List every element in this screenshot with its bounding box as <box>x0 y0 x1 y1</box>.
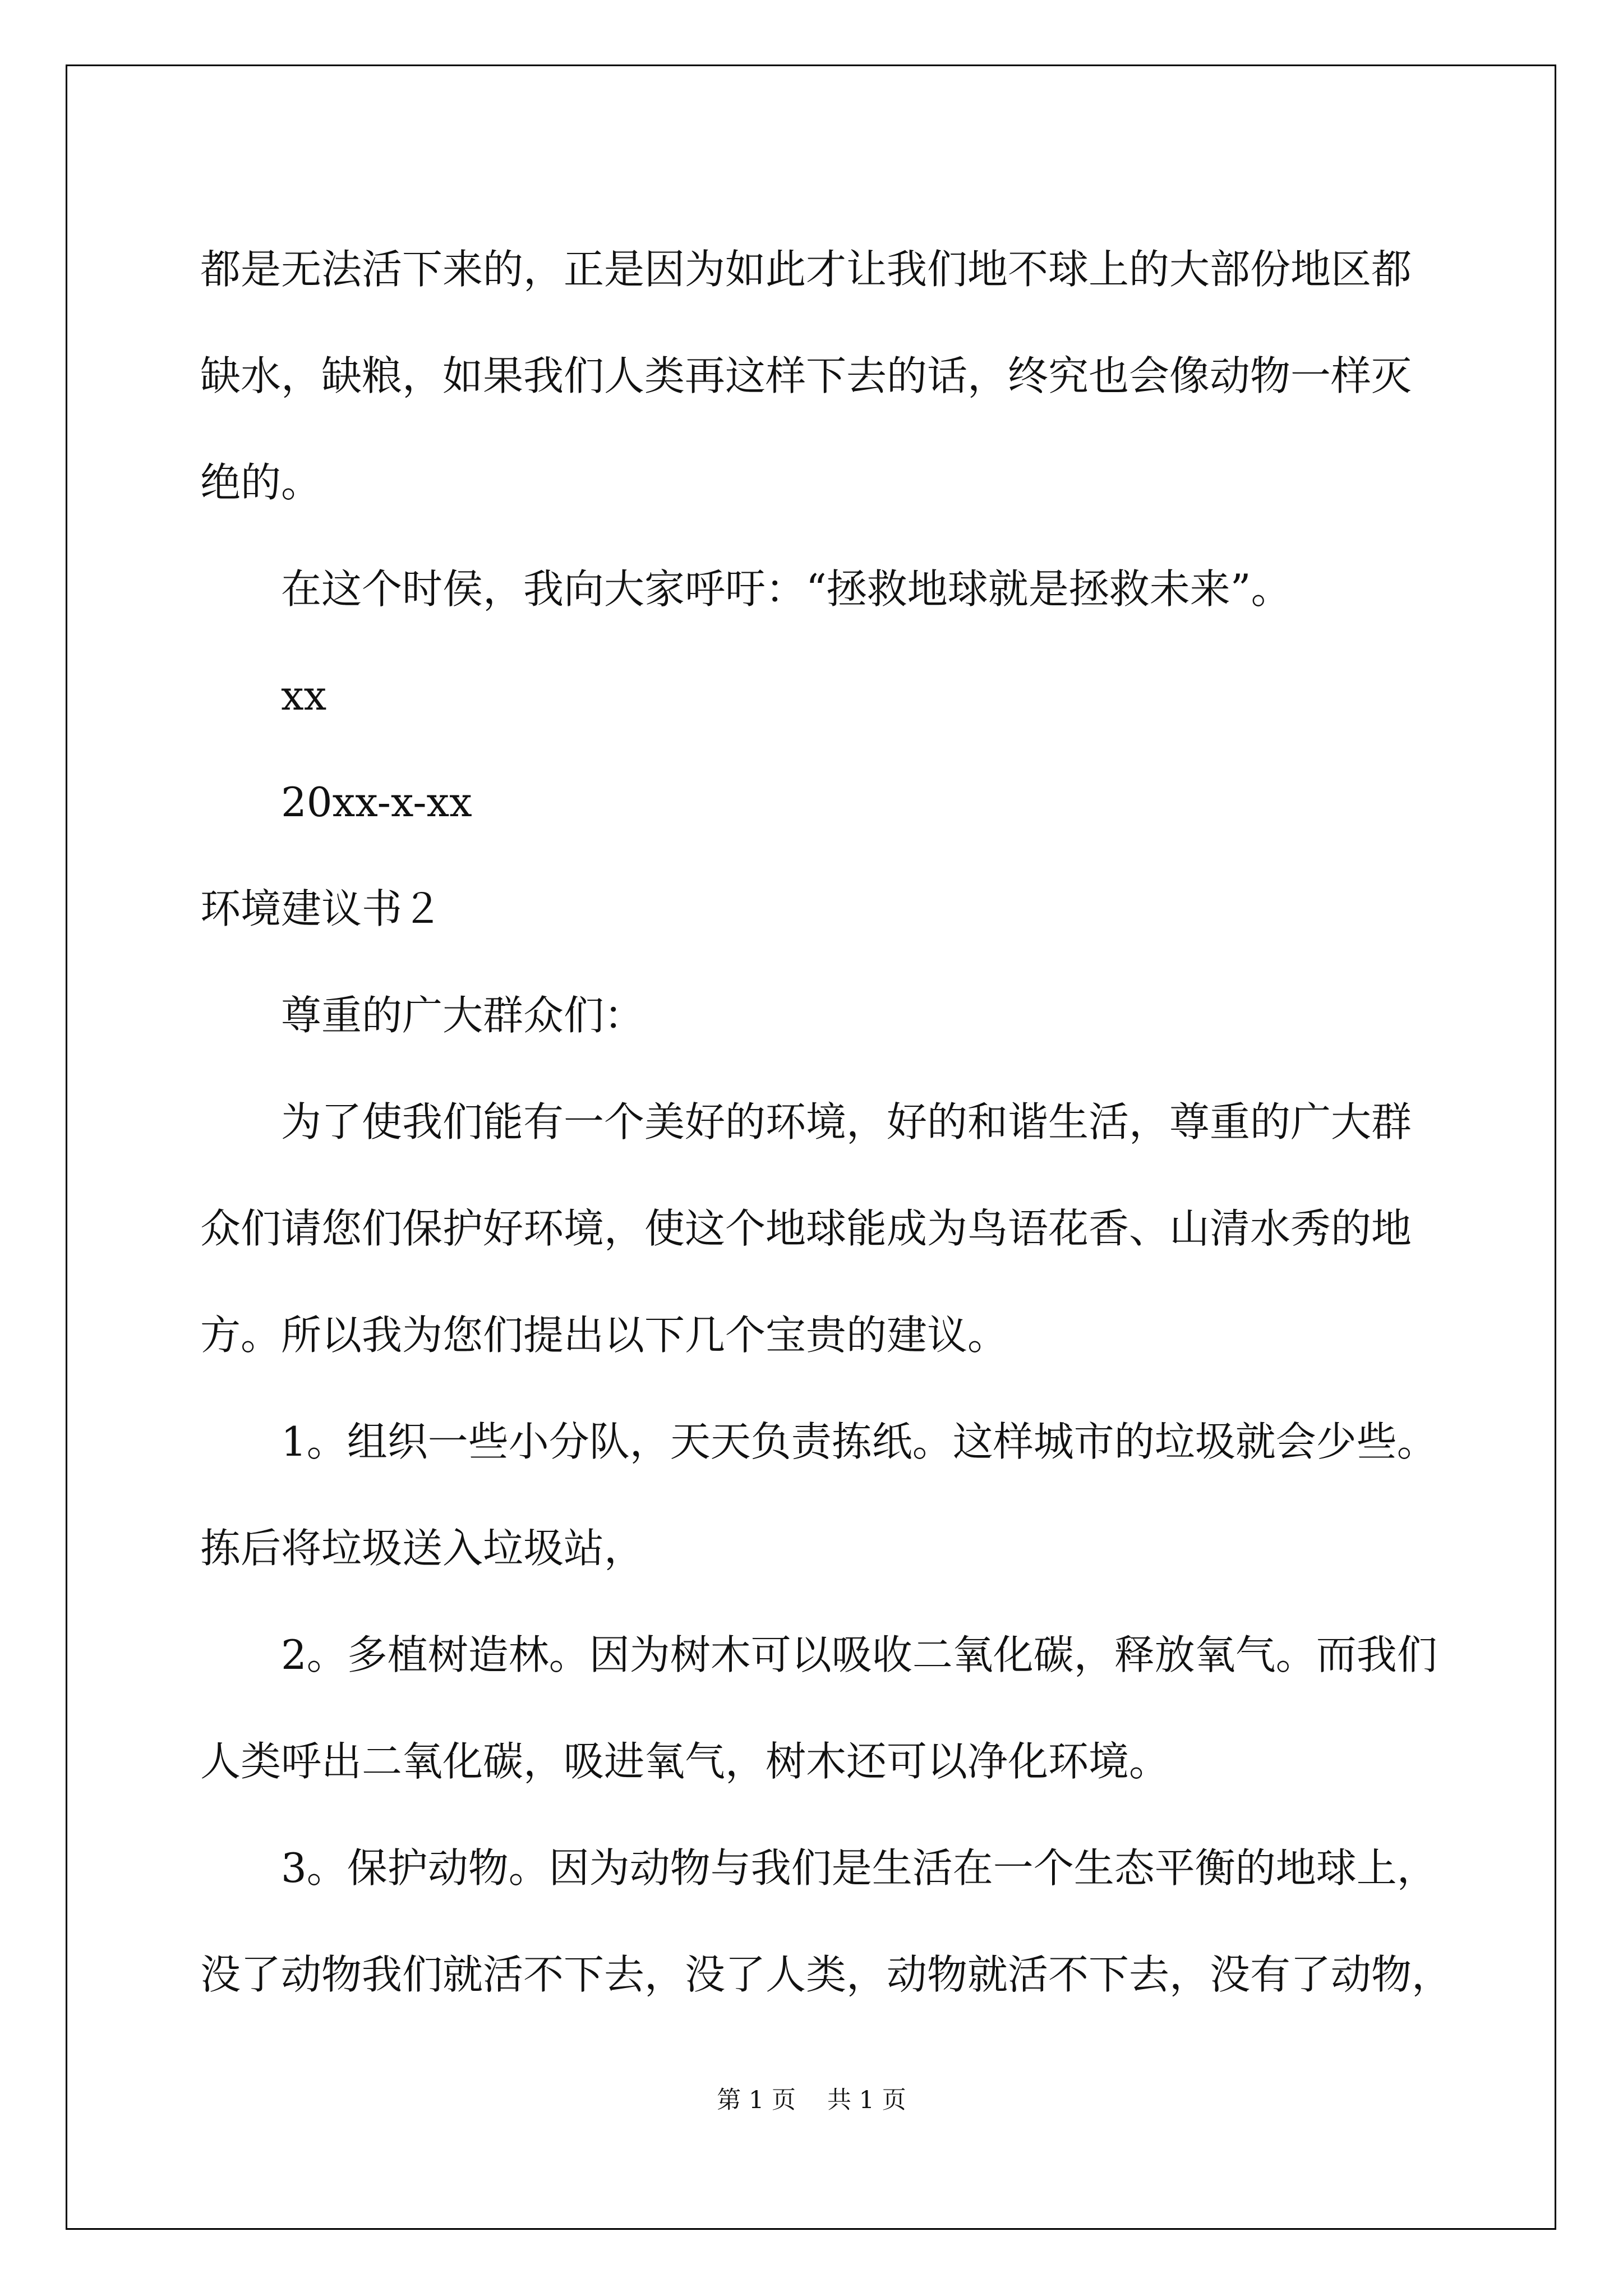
salutation: 尊重的广大群众们： <box>281 992 645 1039</box>
paragraph-line: 没了动物我们就活不下去，没了人类，动物就活不下去，没有了动物， <box>200 1951 1453 1998</box>
list-item-3: 3。保护动物。因为动物与我们是生活在一个生态平衡的地球上， <box>281 1844 1437 1892</box>
paragraph-line: 方。所以我为您们提出以下几个宝贵的建议。 <box>200 1312 1008 1359</box>
page-footer <box>0 2083 1623 2117</box>
paragraph-line: 在这个时侯，我向大家呼吁：“拯救地球就是拯救未来”。 <box>281 565 1292 613</box>
paragraph-line: 缺水，缺粮，如果我们人类再这样下去的话，终究也会像动物一样灭 <box>200 352 1412 399</box>
paragraph-line: 人类呼出二氧化碳，吸进氧气，树木还可以净化环境。 <box>200 1738 1170 1785</box>
paragraph-line: 拣后将垃圾送入垃圾站， <box>200 1525 645 1572</box>
page-number: 第 1 页 <box>717 2086 796 2114</box>
paragraph-line: 为了使我们能有一个美好的环境，好的和谐生活，尊重的广大群 <box>281 1098 1412 1145</box>
section-title: 环境建议书２ <box>200 885 443 932</box>
paragraph-line: 都是无法活下来的，正是因为如此才让我们地不球上的大部份地区都 <box>200 246 1412 293</box>
page-count: 共 1 页 <box>827 2086 906 2114</box>
paragraph-line: 众们请您们保护好环境，使这个地球能成为鸟语花香、山清水秀的地 <box>200 1205 1412 1252</box>
paragraph-line: 绝的。 <box>200 459 322 506</box>
signature-name: xx <box>281 672 327 719</box>
document-body <box>200 216 1453 2028</box>
list-item-1: 1。组织一些小分队，天天负责拣纸。这样城市的垃圾就会少些。 <box>281 1418 1437 1465</box>
list-item-2: 2。多植树造林。因为树木可以吸收二氧化碳，释放氧气。而我们 <box>281 1631 1437 1678</box>
signature-date: 20xx-x-xx <box>281 779 472 826</box>
